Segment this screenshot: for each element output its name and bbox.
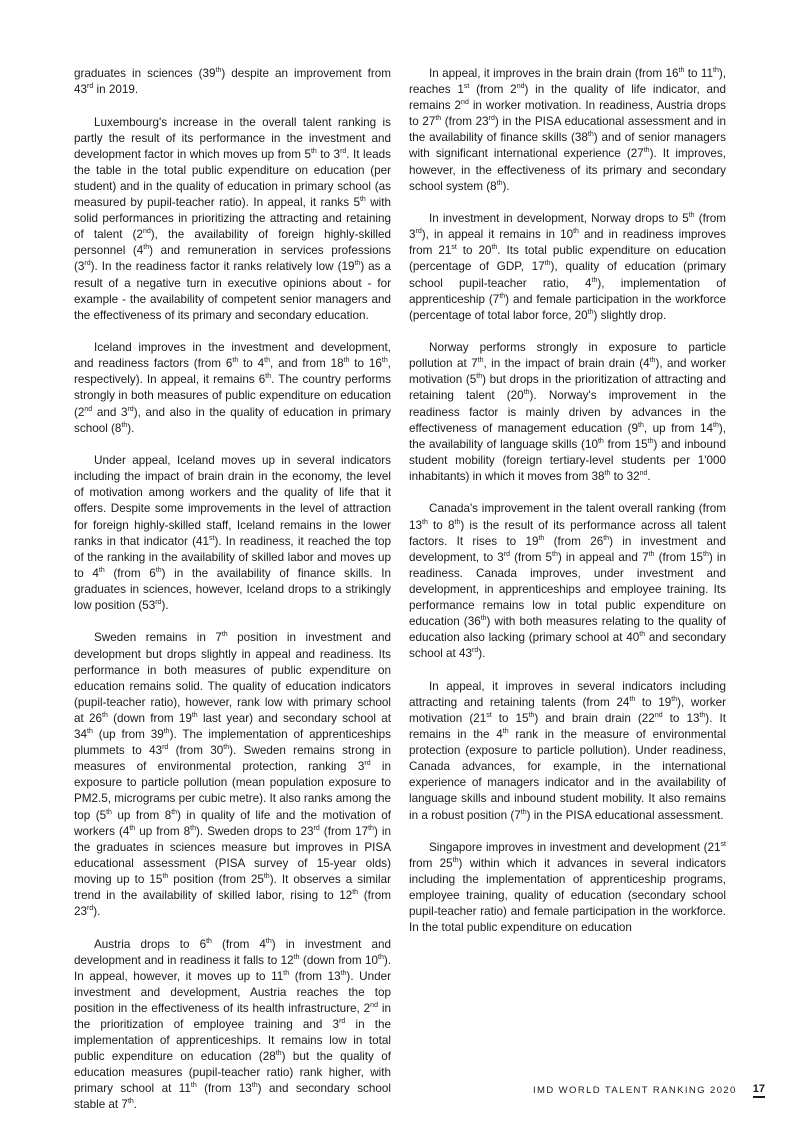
paragraph: Luxembourg's increase in the overall talent ranking is partly the result of its performance in the investment and development factor in which moves up from 5th to 3rd. It leads the table in the total public expenditure on education (per student) and in the quality of education in primary school (as measured by pupil-teacher ratio). In appeal, it ranks 5th with solid performances in prioritizing the attracting and retaining of talent (2nd), the availability of foreign highly-skilled personnel (4th) and remuneration in services professions (3rd). In the readiness factor it ranks relatively low (19th) as a result of a negative turn in executive opinions about - for example - the availability of competent senior managers and the effectiveness of its primary and secondary education. (74, 115, 392, 322)
left-column (74, 66, 391, 1130)
paragraph: In appeal, it improves in several indicators including attracting and retaining talents (from 24th to 19th), worker motivation (21st to 15th) and brain drain (22nd to 13th). It remains in the 4th rank in the measure of environmental protection (exposure to particle pollution). Under readiness, Canada advances, for example, in the international experience of managers indicator and in the availability of language skills and inbound student mobility. It also remains in a robust position (7th) in the PISA educational assessment. (409, 679, 727, 822)
paragraph: Canada's improvement in the talent overall ranking (from 13th to 8th) is the result of its performance across all talent factors. It rises to 19th (from 26th) in investment and development, to 3rd (from 5th) in appeal and 7th (from 15th) in readiness. Canada improves, under investment and development, in apprenticeships and employee training. Its performance remains low in total public expenditure on education (36th) with both measures relating to the quality of education also lacking (primary school at 40th and secondary school at 43rd). (409, 502, 727, 661)
paragraph: Iceland improves in the investment and development, and readiness factors (from 6th to 4th, and from 18th to 16th, respectively). In appeal, it remains 6th. The country performs strongly in both measures of public expenditure on education (2nd and 3rd), and also in the quality of education in primary school (8th). (74, 341, 391, 435)
publication-title: IMD WORLD TALENT RANKING 2020 (533, 1085, 737, 1096)
right-column (409, 66, 726, 953)
paragraph: graduates in sciences (39th) despite an improvement from 43rd in 2019. (74, 67, 391, 97)
paragraph: Under appeal, Iceland moves up in several indicators including the impact of brain drain in the economy, the level of motivation among workers and the quality of life that it offers. Despite some improvements in the level of attraction for foreign highly-skilled staff, Iceland remains in the lower ranks in that indicator (41st). In readiness, it reached the top of the ranking in the availability of skilled labor and moves up to 4th (from 6th) in the availability of finance skills. In graduates in sciences, however, Iceland drops to a strikingly low position (53rd). (74, 454, 391, 612)
page-footer (533, 1083, 765, 1098)
paragraph: Sweden remains in 7th position in investment and development but drops slightly in appeal and readiness. Its performance in both measures of public expenditure on education remains solid. The quality of education indicators (pupil-teacher ratio), however, rank low with primary school at 26th (down from 19th last year) and secondary school at 34th (up from 39th). The implementation of apprenticeships plummets to 43rd (from 30th). Sweden remains strong in measures of environmental protection, ranking 3rd in exposure to particle pollution (mean population exposure to PM2.5, micrograms per cubic metre). It also ranks among the top (5th up from 8th) in quality of life and the motivation of workers (4th up from 8th). Sweden drops to 23rd (from 17th) in the graduates in sciences measure but improves in PISA educational assessment (PISA survey of 15-year olds) moving up to 15th position (from 25th). It observes a similar trend in the availability of skilled labor, rising to 12th (from 23rd). (74, 631, 392, 919)
paragraph: Norway performs strongly in exposure to particle pollution at 7th, in the impact of brain drain (4th), and worker motivation (5th) but drops in the prioritization of attracting and retaining talent (20th). Norway's improvement in the readiness factor is mainly driven by advances in the effectiveness of management education (9th, up from 14th), the availability of language skills (10th from 15th) and inbound student mobility (foreign tertiary-level students per 1'000 inhabitants) in which it moves from 38th to 32nd. (409, 341, 726, 483)
paragraph: Austria drops to 6th (from 4th) in investment and development and in readiness it falls to 12th (down from 10th). In appeal, however, it moves up to 11th (from 13th). Under investment and development, Austria reaches the top position in the effectiveness of its health infrastructure, 2nd in the prioritization of employee training and 3rd in the implementation of apprenticeships. It remains low in total public expenditure on education (28th) but the quality of education measures (pupil-teacher ratio) rank higher, with primary school at 11th (from 13th) and secondary school stable at 7th. (74, 937, 391, 1112)
paragraph: In appeal, it improves in the brain drain (from 16th to 11th), reaches 1st (from 2nd) in the quality of life indicator, and remains 2nd in worker motivation. In readiness, Austria drops to 27th (from 23rd) in the PISA educational assessment and in the availability of finance skills (38th) and of senior managers with significant international experience (27th). It improves, however, in the effectiveness of its primary and secondary school system (8th). (409, 67, 727, 193)
paragraph: In investment in development, Norway drops to 5th (from 3rd), in appeal it remains in 10th and in readiness improves from 21st to 20th. Its total public expenditure on education (percentage of GDP, 17th), quality of education (primary school pupil-teacher ratio, 4th), implementation of apprenticeship (7th) and female participation in the workforce (percentage of total labor force, 20th) slightly drop. (409, 212, 727, 322)
paragraph: Singapore improves in investment and development (21st from 25th) within which it advances in several indicators including the implementation of apprenticeship programs, employee training, quality of education (secondary school pupil-teacher ratio) and female participation in the workforce. In the total public expenditure on education (409, 840, 726, 935)
page-number: 17 (753, 1083, 765, 1098)
